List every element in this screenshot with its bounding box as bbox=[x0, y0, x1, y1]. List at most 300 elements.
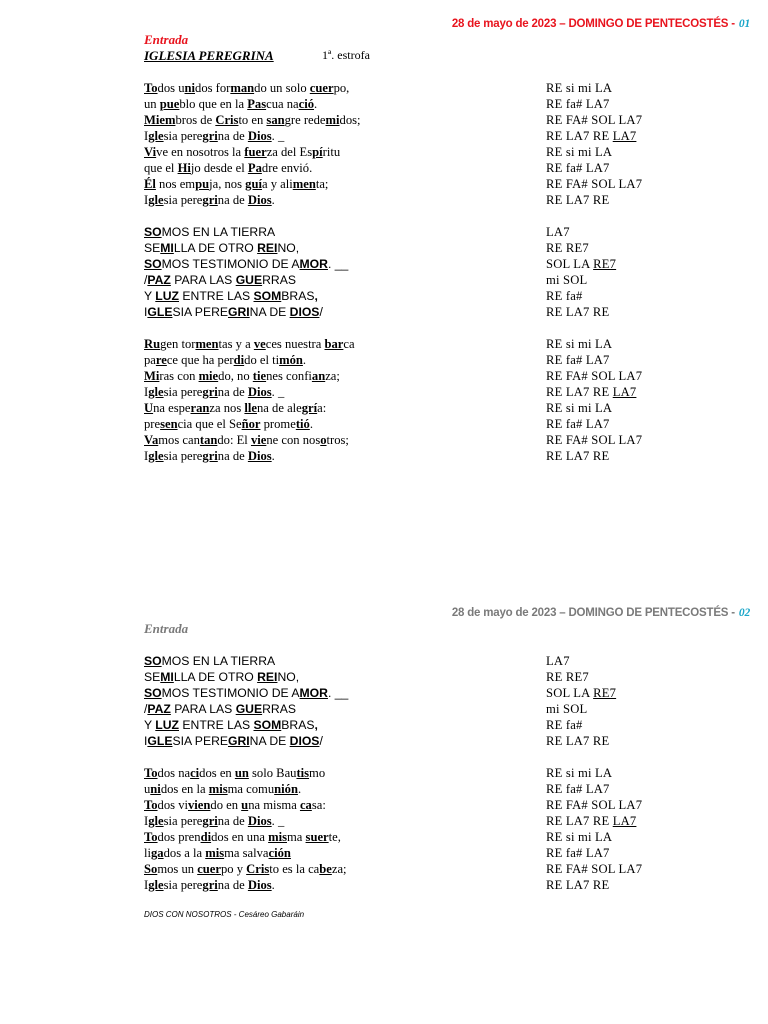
lyric-segment: na espe bbox=[153, 401, 191, 415]
lyric-segment: gri bbox=[202, 878, 218, 892]
lyric-segment: fuer bbox=[244, 145, 267, 159]
lyric-segment: te, bbox=[328, 830, 341, 844]
lyric-segment: za; bbox=[331, 862, 347, 876]
lyric-segment: . bbox=[302, 353, 307, 367]
chord-text bbox=[546, 416, 610, 432]
lyric-segment: dos en una bbox=[211, 830, 269, 844]
lyric-text bbox=[144, 701, 296, 717]
header-date-title: 28 de mayo de 2023 – DOMINGO DE PENTECOSTÉS - bbox=[451, 607, 735, 619]
chord-segment: RE LA7 RE bbox=[546, 385, 613, 399]
chord-segment: RE si mi LA bbox=[546, 766, 613, 780]
lyric-segment: món bbox=[279, 353, 303, 367]
lyric-segment: LLA DE OTRO bbox=[173, 670, 258, 684]
section-label: Entrada bbox=[144, 32, 189, 47]
lyric-segment: ras con bbox=[159, 369, 199, 383]
verse-line bbox=[144, 861, 704, 877]
lyric-segment: SO bbox=[144, 257, 162, 271]
lyric-segment: Cris bbox=[246, 862, 270, 876]
chord-text bbox=[546, 368, 642, 384]
lyric-segment: Y bbox=[144, 289, 156, 303]
song-body-page-2 bbox=[144, 653, 704, 893]
verse-reference: 1ª. estrofa bbox=[322, 48, 370, 62]
lyric-segment: . __ bbox=[327, 686, 349, 700]
chord-segment: RE si mi LA bbox=[546, 145, 613, 159]
lyric-text bbox=[144, 304, 323, 320]
stanza-gap bbox=[144, 208, 704, 224]
lyric-text bbox=[144, 781, 301, 797]
lyric-segment: ca bbox=[343, 337, 355, 351]
lyric-segment: sen bbox=[160, 417, 178, 431]
lyric-text bbox=[144, 288, 318, 304]
lyric-segment: sia pere bbox=[163, 878, 203, 892]
lyric-segment: lle bbox=[244, 401, 257, 415]
lyric-segment: LLA DE OTRO bbox=[173, 241, 258, 255]
lyric-segment: SIA PERE bbox=[172, 305, 228, 319]
verse-line bbox=[144, 400, 704, 416]
lyric-segment: ga bbox=[151, 846, 164, 860]
song-body-page-1 bbox=[144, 80, 704, 464]
lyric-segment: ci bbox=[190, 766, 200, 780]
lyric-segment: . __ bbox=[327, 257, 349, 271]
chorus-line bbox=[144, 272, 704, 288]
lyric-segment: men bbox=[292, 177, 316, 191]
lyric-segment: , bbox=[314, 289, 318, 303]
lyric-segment: cua na bbox=[266, 97, 299, 111]
verse-line bbox=[144, 192, 704, 208]
lyric-segment: gle bbox=[148, 449, 164, 463]
lyric-segment: ma comu bbox=[227, 782, 275, 796]
lyric-segment: vien bbox=[188, 798, 211, 812]
verse-line bbox=[144, 877, 704, 893]
chord-segment: RE FA# SOL LA7 bbox=[546, 433, 643, 447]
lyric-segment: PAZ bbox=[147, 273, 171, 287]
lyric-segment: sia pere bbox=[163, 814, 203, 828]
chord-segment: RE RE7 bbox=[546, 241, 589, 255]
lyric-segment: to en bbox=[238, 113, 267, 127]
chord-text bbox=[546, 304, 609, 320]
lyric-segment: mo bbox=[309, 766, 326, 780]
page-header bbox=[452, 18, 750, 30]
chord-segment: mi SOL bbox=[546, 273, 588, 287]
song-title-line bbox=[144, 48, 370, 64]
chord-text bbox=[546, 797, 642, 813]
lyric-segment: ció bbox=[298, 97, 315, 111]
lyric-segment: blo que en la bbox=[179, 97, 248, 111]
lyric-segment: Miem bbox=[144, 113, 176, 127]
song-title: IGLESIA PEREGRINA bbox=[144, 48, 274, 63]
lyric-segment: dos; bbox=[339, 113, 361, 127]
chord-text bbox=[546, 653, 570, 669]
lyric-text bbox=[144, 80, 349, 96]
chorus-line bbox=[144, 224, 704, 240]
chord-segment: LA7 bbox=[612, 129, 637, 143]
verse-line bbox=[144, 80, 704, 96]
lyric-segment: MOR bbox=[299, 686, 328, 700]
lyric-segment: . bbox=[271, 193, 275, 207]
chord-text bbox=[546, 845, 610, 861]
chord-text bbox=[546, 669, 589, 685]
verse-line bbox=[144, 176, 704, 192]
chord-segment: LA7 bbox=[546, 225, 570, 239]
lyric-segment: cuer bbox=[197, 862, 221, 876]
lyric-text bbox=[144, 877, 275, 893]
chord-segment: RE7 bbox=[593, 257, 617, 271]
lyric-segment: NO, bbox=[277, 241, 300, 255]
lyric-segment: a: bbox=[317, 401, 327, 415]
lyric-segment: Vi bbox=[144, 145, 157, 159]
lyric-segment: grí bbox=[301, 401, 318, 415]
chord-segment: RE7 bbox=[593, 686, 617, 700]
chord-text bbox=[546, 733, 609, 749]
lyric-segment: gri bbox=[202, 814, 218, 828]
chord-segment: LA7 bbox=[612, 814, 637, 828]
chord-segment: RE LA7 RE bbox=[546, 129, 613, 143]
lyric-segment: gle bbox=[148, 878, 164, 892]
chord-text bbox=[546, 685, 616, 701]
chord-text bbox=[546, 288, 583, 304]
lyric-segment: MI bbox=[160, 241, 174, 255]
lyric-segment: sa: bbox=[311, 798, 326, 812]
chord-text bbox=[546, 336, 612, 352]
lyric-segment: SE bbox=[144, 241, 161, 255]
verse-line bbox=[144, 813, 704, 829]
lyric-segment: pue bbox=[159, 97, 180, 111]
verse-line bbox=[144, 448, 704, 464]
chord-segment: RE FA# SOL LA7 bbox=[546, 369, 643, 383]
lyric-segment: suer bbox=[305, 830, 329, 844]
lyric-segment: que el bbox=[144, 161, 178, 175]
lyric-segment: na de bbox=[217, 814, 248, 828]
lyric-segment: I bbox=[144, 385, 149, 399]
chord-segment: mi SOL bbox=[546, 702, 588, 716]
chord-text bbox=[546, 352, 610, 368]
lyric-segment: PAZ bbox=[147, 702, 171, 716]
chord-segment: RE FA# SOL LA7 bbox=[546, 177, 643, 191]
chord-text bbox=[546, 432, 642, 448]
lyric-text bbox=[144, 797, 326, 813]
lyric-segment: DIOS bbox=[289, 734, 320, 748]
lyric-segment: RRAS bbox=[262, 273, 296, 287]
chord-text bbox=[546, 448, 609, 464]
lyric-segment: prome bbox=[260, 417, 296, 431]
chord-segment: RE fa# LA7 bbox=[546, 353, 610, 367]
lyric-segment: GUE bbox=[235, 273, 263, 287]
verse-line bbox=[144, 797, 704, 813]
chord-text bbox=[546, 176, 642, 192]
lyric-segment: na de bbox=[217, 129, 248, 143]
chorus-line bbox=[144, 685, 704, 701]
lyric-segment: gle bbox=[148, 129, 164, 143]
lyric-segment: ción bbox=[268, 846, 291, 860]
lyric-segment: GLE bbox=[147, 305, 173, 319]
lyric-text bbox=[144, 384, 284, 400]
stanza-gap bbox=[144, 749, 704, 765]
lyric-segment: ritu bbox=[322, 145, 341, 159]
lyric-segment: Pas bbox=[247, 97, 267, 111]
lyric-segment: ce que ha per bbox=[166, 353, 234, 367]
lyric-segment: / bbox=[319, 305, 323, 319]
verse-line bbox=[144, 112, 704, 128]
lyric-segment: ENTRE LAS bbox=[179, 718, 254, 732]
lyric-segment: un bbox=[144, 97, 160, 111]
lyric-segment: mi bbox=[325, 113, 340, 127]
lyric-segment: I bbox=[144, 814, 149, 828]
lyric-segment: vie bbox=[250, 433, 267, 447]
lyric-segment: dos bbox=[157, 81, 179, 95]
lyric-text bbox=[144, 717, 318, 733]
lyric-segment: dos na bbox=[157, 766, 191, 780]
lyric-segment: solo Bau bbox=[248, 766, 297, 780]
lyric-text bbox=[144, 176, 328, 192]
lyric-text bbox=[144, 112, 361, 128]
lyric-segment: sia pere bbox=[163, 385, 203, 399]
lyric-segment: ni bbox=[150, 782, 161, 796]
lyric-segment: GLE bbox=[147, 734, 173, 748]
lyric-segment: BRAS bbox=[281, 718, 315, 732]
lyric-text bbox=[144, 765, 325, 781]
lyric-segment: . bbox=[297, 782, 302, 796]
lyric-segment: I bbox=[144, 449, 149, 463]
lyric-segment: be bbox=[319, 862, 332, 876]
page-header bbox=[452, 607, 750, 619]
lyric-segment: nes confi bbox=[266, 369, 312, 383]
chord-text bbox=[546, 701, 587, 717]
chord-text bbox=[546, 96, 610, 112]
lyric-segment: Dios bbox=[247, 385, 272, 399]
lyric-text bbox=[144, 160, 312, 176]
chord-segment: RE fa# LA7 bbox=[546, 97, 610, 111]
lyric-segment: tros la bbox=[210, 145, 245, 159]
lyric-segment: dos en la bbox=[160, 782, 209, 796]
chord-text bbox=[546, 272, 587, 288]
lyric-segment: dos en bbox=[199, 766, 235, 780]
verse-line bbox=[144, 845, 704, 861]
verse-line bbox=[144, 384, 704, 400]
chord-segment: RE LA7 RE bbox=[546, 734, 610, 748]
lyric-segment: o bbox=[203, 145, 211, 159]
chord-text bbox=[546, 384, 636, 400]
lyric-text bbox=[144, 733, 323, 749]
lyric-segment: Pa bbox=[247, 161, 262, 175]
lyric-segment: guí bbox=[245, 177, 262, 191]
lyric-segment: U bbox=[144, 401, 154, 415]
lyric-segment: san bbox=[266, 113, 285, 127]
chord-segment: RE FA# SOL LA7 bbox=[546, 798, 643, 812]
lyric-segment: Y bbox=[144, 718, 156, 732]
lyric-segment: MI bbox=[160, 670, 174, 684]
lyric-segment: di bbox=[233, 353, 245, 367]
chord-segment: RE si mi LA bbox=[546, 81, 613, 95]
chord-text bbox=[546, 829, 612, 845]
lyric-segment: li bbox=[144, 846, 151, 860]
lyric-segment: I bbox=[144, 193, 149, 207]
lyric-text bbox=[144, 336, 355, 352]
lyric-segment: GRI bbox=[228, 305, 250, 319]
lyric-segment: gri bbox=[202, 385, 218, 399]
verse-line bbox=[144, 160, 704, 176]
verse-line bbox=[144, 352, 704, 368]
lyric-segment: un bbox=[234, 766, 249, 780]
verse-line bbox=[144, 416, 704, 432]
lyric-segment: re bbox=[155, 353, 167, 367]
lyric-segment: mis bbox=[208, 782, 228, 796]
lyric-segment: do: El bbox=[217, 433, 251, 447]
lyric-segment: to es la ca bbox=[269, 862, 320, 876]
lyric-segment: nión bbox=[274, 782, 298, 796]
verse-line bbox=[144, 432, 704, 448]
lyric-segment: do en bbox=[210, 798, 242, 812]
lyric-segment: sia pere bbox=[163, 193, 203, 207]
verse-line bbox=[144, 96, 704, 112]
lyric-segment: pí bbox=[312, 145, 323, 159]
lyric-segment: mie bbox=[198, 369, 219, 383]
lyric-segment: ve bbox=[253, 337, 266, 351]
lyric-segment: cuer bbox=[309, 81, 334, 95]
lyric-text bbox=[144, 861, 347, 877]
chord-segment: RE LA7 RE bbox=[546, 449, 610, 463]
verse-line bbox=[144, 765, 704, 781]
lyric-segment: na de bbox=[217, 449, 248, 463]
lyric-segment: Mi bbox=[144, 369, 160, 383]
header-date-title: 28 de mayo de 2023 – DOMINGO DE PENTECOSTÉS - bbox=[451, 18, 735, 30]
lyric-segment: PARA LAS bbox=[170, 273, 236, 287]
lyric-segment: To bbox=[144, 81, 158, 95]
chord-segment: RE si mi LA bbox=[546, 401, 613, 415]
lyric-segment: REI bbox=[257, 241, 278, 255]
chord-text bbox=[546, 144, 612, 160]
lyric-segment: Hi bbox=[177, 161, 191, 175]
lyric-segment: SOM bbox=[253, 289, 282, 303]
lyric-segment: ni bbox=[184, 81, 196, 95]
lyric-segment: gle bbox=[148, 814, 164, 828]
lyric-segment: REI bbox=[257, 670, 278, 684]
lyric-text bbox=[144, 448, 275, 464]
lyric-segment: man bbox=[230, 81, 255, 95]
lyric-segment: . bbox=[271, 449, 275, 463]
lyric-segment: po y bbox=[220, 862, 247, 876]
lyric-segment: do el ti bbox=[244, 353, 280, 367]
lyric-segment: dre envió bbox=[261, 161, 310, 175]
stanza-gap bbox=[144, 320, 704, 336]
lyric-segment: u bbox=[241, 798, 249, 812]
chord-segment: RE fa# bbox=[546, 289, 583, 303]
lyric-segment: pu bbox=[195, 177, 210, 191]
lyric-segment: bar bbox=[324, 337, 344, 351]
lyric-segment: do, no bbox=[218, 369, 253, 383]
lyric-segment: ta; bbox=[315, 177, 329, 191]
lyric-segment: Dios bbox=[247, 129, 272, 143]
lyric-segment: ñor bbox=[241, 417, 261, 431]
chord-segment: LA7 bbox=[612, 385, 637, 399]
verse-line bbox=[144, 368, 704, 384]
chorus-line bbox=[144, 717, 704, 733]
chord-text bbox=[546, 240, 589, 256]
lyric-segment: Dios bbox=[247, 449, 272, 463]
chord-segment: RE fa# bbox=[546, 718, 583, 732]
lyric-text bbox=[144, 256, 348, 272]
lyric-segment: Cris bbox=[215, 113, 239, 127]
lyric-segment: MOS EN LA TIERRA bbox=[161, 654, 276, 668]
lyric-segment: pa bbox=[144, 353, 156, 367]
lyric-segment: za; bbox=[325, 369, 340, 383]
lyric-segment: GRI bbox=[228, 734, 250, 748]
lyric-segment: sia pere bbox=[163, 129, 203, 143]
chord-segment: RE FA# SOL LA7 bbox=[546, 113, 643, 127]
verse-line bbox=[144, 336, 704, 352]
chorus-line bbox=[144, 733, 704, 749]
lyric-segment: NO, bbox=[277, 670, 300, 684]
lyric-segment: mos un bbox=[157, 862, 198, 876]
lyric-segment: MOR bbox=[299, 257, 328, 271]
lyric-text bbox=[144, 400, 326, 416]
verse-line bbox=[144, 781, 704, 797]
lyric-segment: na misma bbox=[248, 798, 300, 812]
lyric-text bbox=[144, 368, 340, 384]
lyric-segment: . _ bbox=[271, 814, 285, 828]
chord-text bbox=[546, 717, 583, 733]
lyric-segment: sia pere bbox=[163, 449, 203, 463]
lyric-segment: Va bbox=[144, 433, 159, 447]
lyric-segment: . bbox=[309, 161, 313, 175]
lyric-segment: mis bbox=[205, 846, 225, 860]
lyric-segment: gle bbox=[148, 385, 164, 399]
lyric-text bbox=[144, 685, 348, 701]
lyric-text bbox=[144, 813, 284, 829]
lyric-segment: To bbox=[144, 830, 158, 844]
lyric-segment: ne con nos bbox=[266, 433, 321, 447]
lyric-segment: GUE bbox=[235, 702, 263, 716]
lyric-segment: SO bbox=[144, 686, 162, 700]
lyric-segment: MOS TESTIMONIO DE A bbox=[161, 686, 300, 700]
lyric-segment: Él bbox=[144, 177, 156, 191]
lyric-text bbox=[144, 416, 313, 432]
chorus-line bbox=[144, 240, 704, 256]
lyric-text bbox=[144, 829, 341, 845]
chord-text bbox=[546, 765, 612, 781]
lyric-segment: u bbox=[178, 81, 185, 95]
lyric-segment: mis bbox=[268, 830, 287, 844]
lyric-text bbox=[144, 224, 275, 240]
lyric-segment: gri bbox=[202, 129, 218, 143]
lyric-segment: gri bbox=[202, 193, 218, 207]
lyric-segment: ces nuestra bbox=[265, 337, 325, 351]
verse-line bbox=[144, 144, 704, 160]
chord-segment: RE fa# LA7 bbox=[546, 161, 610, 175]
chord-text bbox=[546, 400, 612, 416]
lyric-segment: To bbox=[144, 766, 158, 780]
lyric-segment: mos can bbox=[158, 433, 200, 447]
lyric-text bbox=[144, 272, 296, 288]
lyric-text bbox=[144, 669, 299, 685]
chorus-line bbox=[144, 701, 704, 717]
chord-segment: RE LA7 RE bbox=[546, 305, 610, 319]
lyric-text bbox=[144, 845, 291, 861]
chord-text bbox=[546, 224, 570, 240]
lyric-segment: gri bbox=[202, 449, 218, 463]
lyric-segment: ENTRE LAS bbox=[179, 289, 254, 303]
lyric-segment: . bbox=[309, 417, 313, 431]
lyric-segment: na de bbox=[217, 193, 248, 207]
chord-segment: RE fa# LA7 bbox=[546, 846, 610, 860]
lyric-segment: tros; bbox=[326, 433, 349, 447]
lyric-segment: o bbox=[320, 433, 327, 447]
lyric-segment: ma bbox=[287, 830, 306, 844]
page-number: 02 bbox=[738, 607, 750, 619]
lyric-segment: Dios bbox=[247, 193, 272, 207]
lyric-segment: Ru bbox=[144, 337, 161, 351]
lyric-segment: nos em bbox=[155, 177, 196, 191]
chord-text bbox=[546, 877, 609, 893]
